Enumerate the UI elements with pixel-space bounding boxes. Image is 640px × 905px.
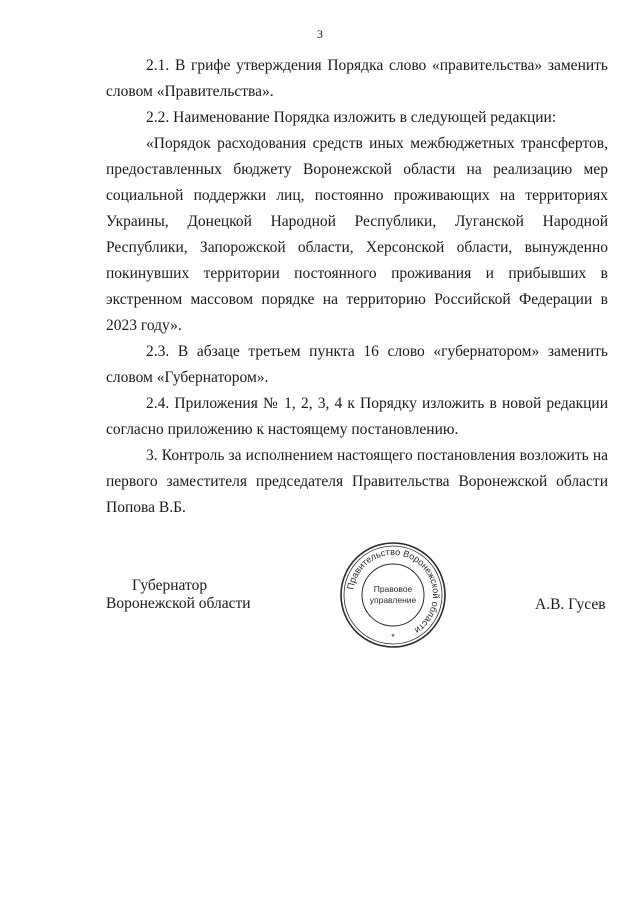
page-number: 3 (317, 27, 323, 41)
signatory-title-line2: Воронежской области (106, 595, 251, 612)
document-body (106, 53, 608, 521)
paragraph-quoted-title: «Порядок расходования средств иных межбюджетных трансфертов, предоставленных бюджету Воронежской области на реализацию мер социальной поддержки лиц, постоянно проживающих на территориях Украины, Донецкой Народной Республики, Луганской Народной Республики, Запорожской области, Херсонской области, вынужденно покинувших территории постоянного проживания и прибывших в экстренном массовом порядке на территорию Российской Федерации в 2023 году». (106, 135, 608, 334)
paragraph-2-3: 2.3. В абзаце третьем пункта 16 слово «губернатором» заменить словом «Губернатором». (106, 343, 608, 386)
legal-department-stamp (338, 540, 448, 650)
stamp-star-icon: * (391, 632, 395, 642)
stamp-ring-text: Правительство Воронежской области (345, 546, 442, 636)
paragraph-2-1: 2.1. В грифе утверждения Порядка слово «правительства» заменить словом «Правительства». (106, 57, 608, 100)
signatory-title (106, 577, 251, 613)
signatory-title-line1: Губернатор (132, 577, 208, 594)
paragraph-2-4: 2.4. Приложения № 1, 2, 3, 4 к Порядку изложить в новой редакции согласно приложению к настоящему постановлению. (106, 395, 608, 438)
stamp-center-line1: Правовое (373, 584, 413, 594)
signatory-name: А.В. Гусев (535, 596, 606, 613)
paragraph-2-2: 2.2. Наименование Порядка изложить в следующей редакции: (146, 109, 557, 126)
paragraph-3: 3. Контроль за исполнением настоящего постановления возложить на первого заместителя председателя Правительства Воронежской области Попова В.Б. (106, 447, 608, 516)
stamp-center-line2: управление (369, 595, 417, 605)
